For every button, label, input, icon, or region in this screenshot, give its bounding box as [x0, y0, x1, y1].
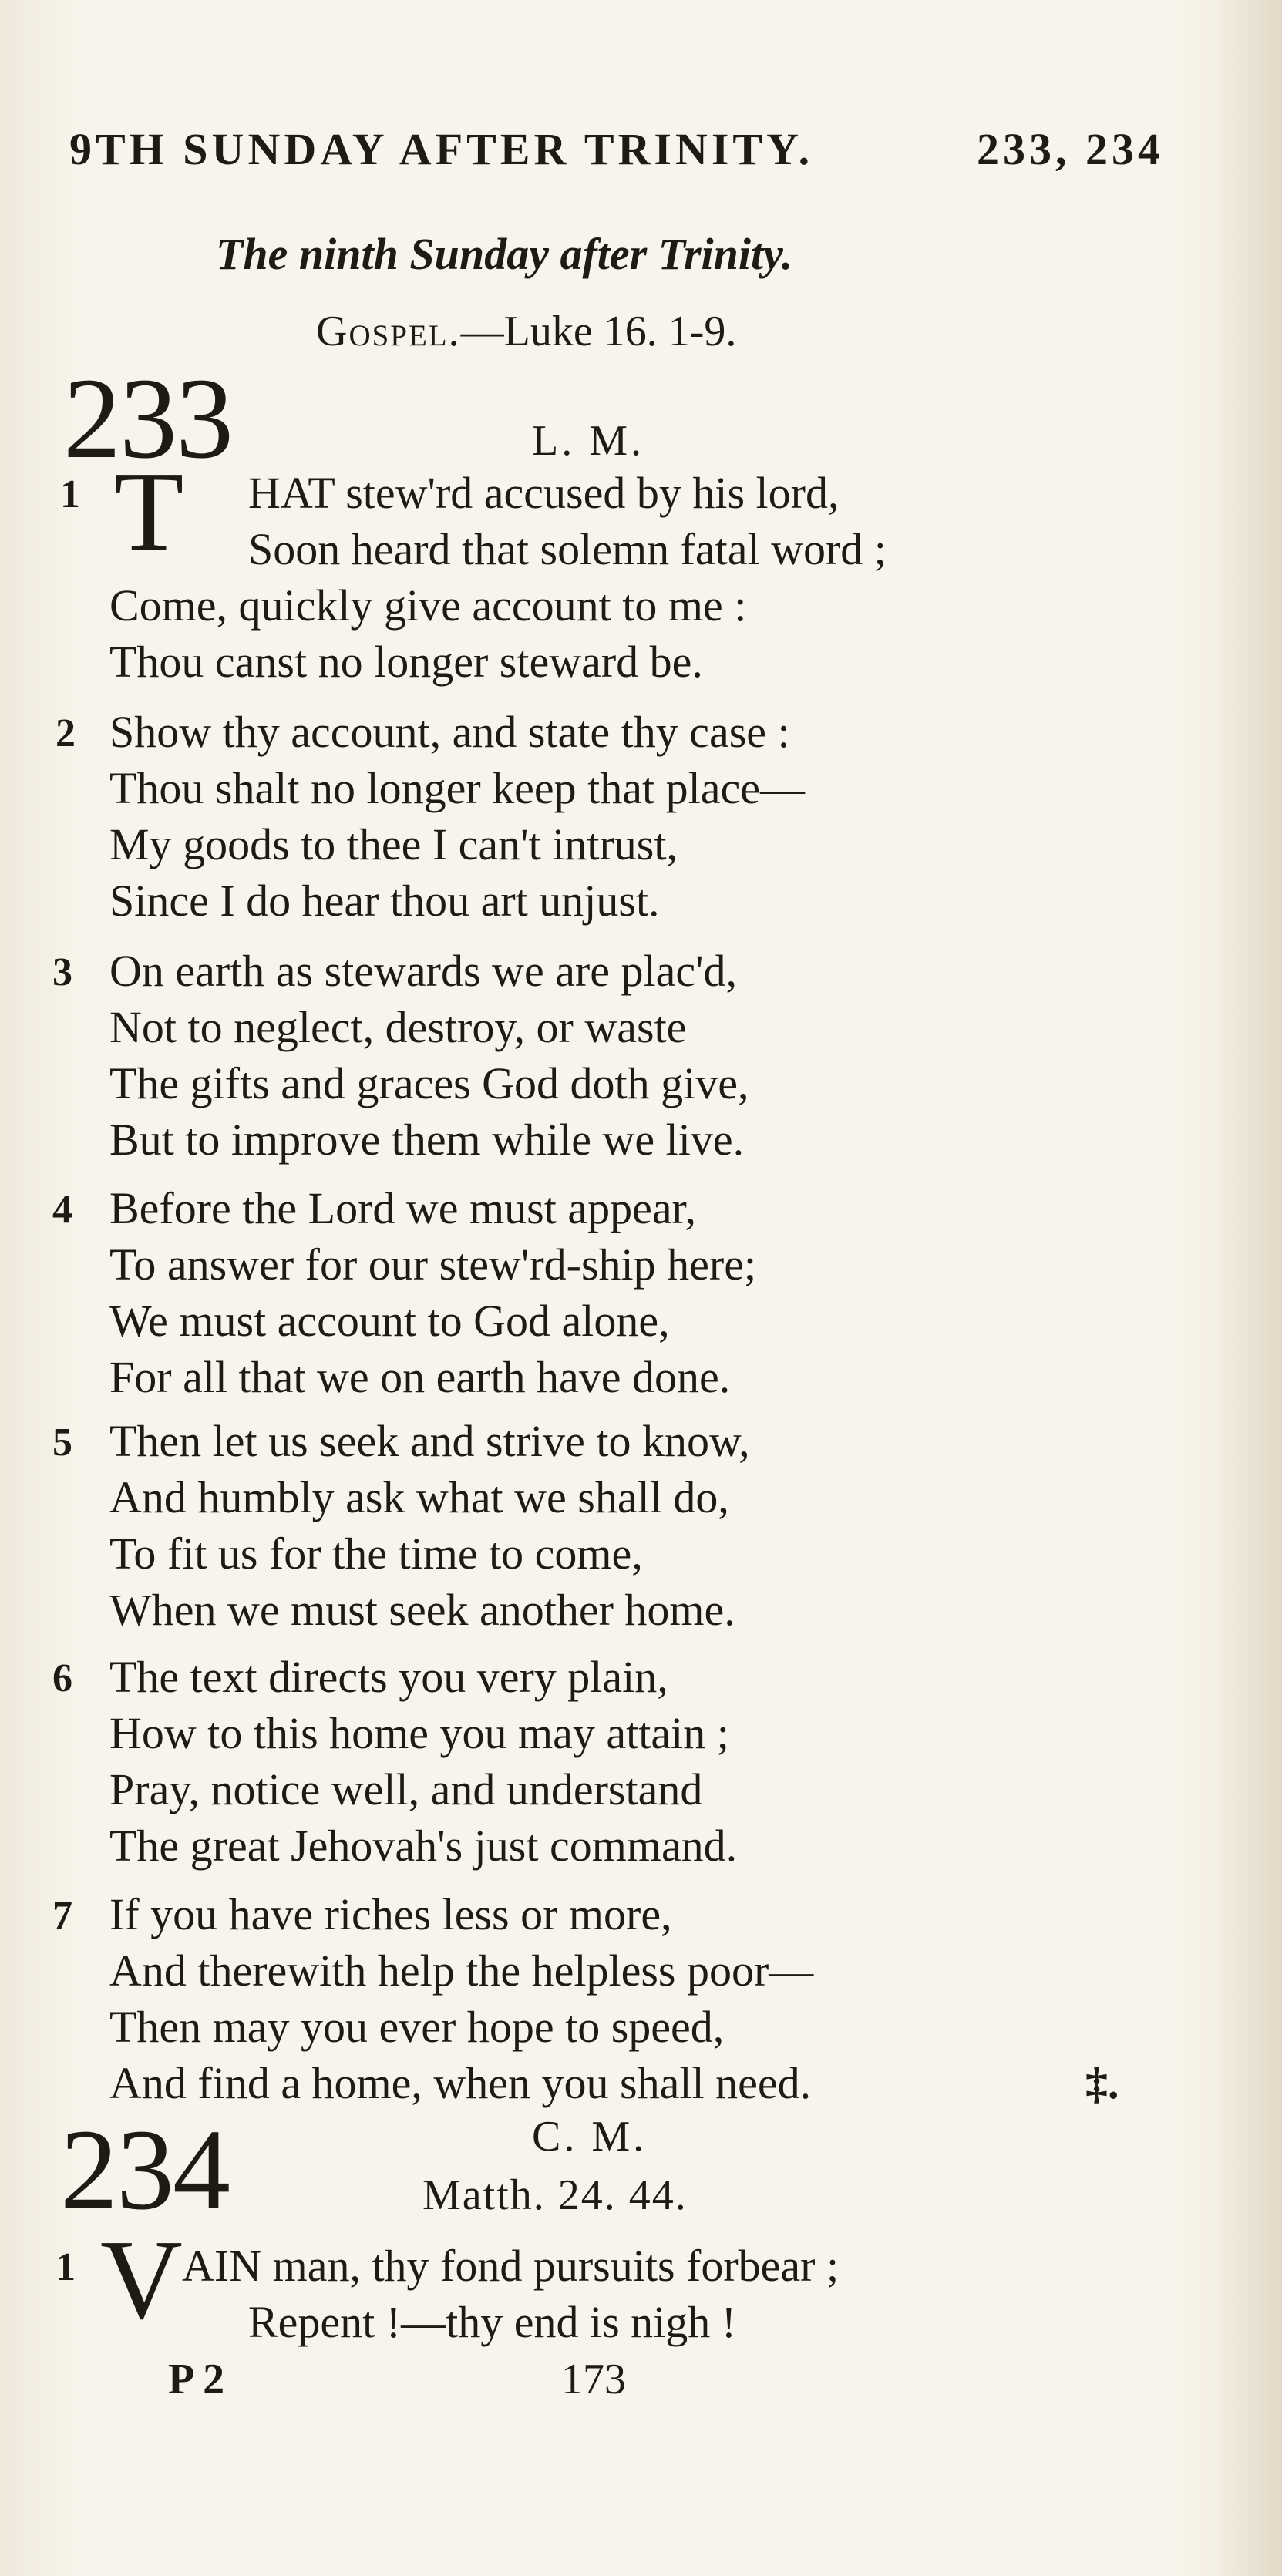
hymn-number-234: 234 [60, 2106, 229, 2234]
stanza-number: 1 [56, 2245, 76, 2289]
stanza-number: 3 [52, 950, 72, 994]
hymn-234-scripture-reference: Matth. 24. 44. [422, 2171, 688, 2219]
stanza-number: 5 [52, 1421, 72, 1465]
drop-cap-letter: T [114, 449, 184, 575]
stanza-number: 2 [56, 711, 76, 755]
verse-line: And therewith help the helpless poor— [109, 1945, 814, 1996]
verse-line: Then may you ever hope to speed, [109, 2002, 725, 2052]
running-head-title: 9TH SUNDAY AFTER TRINITY. [69, 124, 814, 174]
page-number: 173 [561, 2356, 626, 2403]
running-head-hymn-range: 233, 234 [977, 124, 1164, 174]
verse-line: And find a home, when you shall need. [109, 2058, 812, 2108]
gospel-reference-line [316, 307, 736, 356]
stanza-number: 7 [52, 1894, 72, 1938]
verse-line: On earth as stewards we are plac'd, [109, 946, 738, 996]
verse-line: Since I do hear thou art unjust. [109, 876, 660, 926]
hymn-end-mark: ‡. [1085, 2058, 1119, 2108]
gospel-reference: —Luke 16. 1-9. [460, 308, 737, 355]
verse-line: AIN man, thy fond pursuits forbear ; [182, 2241, 840, 2291]
section-title: The ninth Sunday after Trinity. [216, 229, 793, 279]
verse-line: How to this home you may attain ; [109, 1708, 729, 1758]
verse-line: My goods to thee I can't intrust, [109, 819, 678, 869]
verse-line: Show thy account, and state thy case : [109, 707, 790, 757]
drop-cap-letter: V [100, 2217, 183, 2343]
gospel-label: Gospel. [316, 308, 461, 355]
verse-line: The great Jehovah's just command. [109, 1821, 738, 1871]
verse-line: Thou canst no longer steward be. [109, 637, 703, 687]
verse-line: And humbly ask what we shall do, [109, 1472, 729, 1522]
verse-line: But to improve them while we live. [109, 1115, 745, 1165]
verse-line: If you have riches less or more, [109, 1889, 672, 1939]
verse-line: To fit us for the time to come, [109, 1528, 643, 1579]
stanza-number: 4 [52, 1188, 72, 1232]
verse-line: To answer for our stew'rd-ship here; [109, 1239, 757, 1290]
verse-line: When we must seek another home. [109, 1585, 735, 1635]
verse-line: Pray, notice well, and understand [109, 1764, 703, 1814]
stanza-number: 1 [60, 472, 80, 516]
verse-line: Thou shalt no longer keep that place— [109, 763, 805, 813]
verse-line: Then let us seek and strive to know, [109, 1416, 750, 1466]
verse-line: Not to neglect, destroy, or waste [109, 1002, 687, 1052]
hymn-234-meter: C. M. [532, 2113, 648, 2161]
verse-line: Repent !—thy end is nigh ! [248, 2297, 737, 2347]
stanza-number: 6 [52, 1656, 72, 1700]
verse-line: We must account to God alone, [109, 1296, 670, 1346]
page-edge-shadow [1213, 0, 1282, 2576]
verse-line: For all that we on earth have done. [109, 1352, 731, 1402]
verse-line: The text directs you very plain, [109, 1652, 668, 1702]
hymn-number-233: 233 [63, 355, 232, 483]
signature-mark: P 2 [168, 2356, 225, 2403]
verse-line: Come, quickly give account to me : [109, 580, 747, 631]
verse-line: The gifts and graces God doth give, [109, 1058, 749, 1108]
hymn-233-meter: L. M. [532, 417, 644, 465]
verse-line: Before the Lord we must appear, [109, 1183, 697, 1233]
verse-line: Soon heard that solemn fatal word ; [248, 524, 887, 574]
verse-line: HAT stew'rd accused by his lord, [248, 468, 840, 518]
running-head [69, 123, 1164, 175]
